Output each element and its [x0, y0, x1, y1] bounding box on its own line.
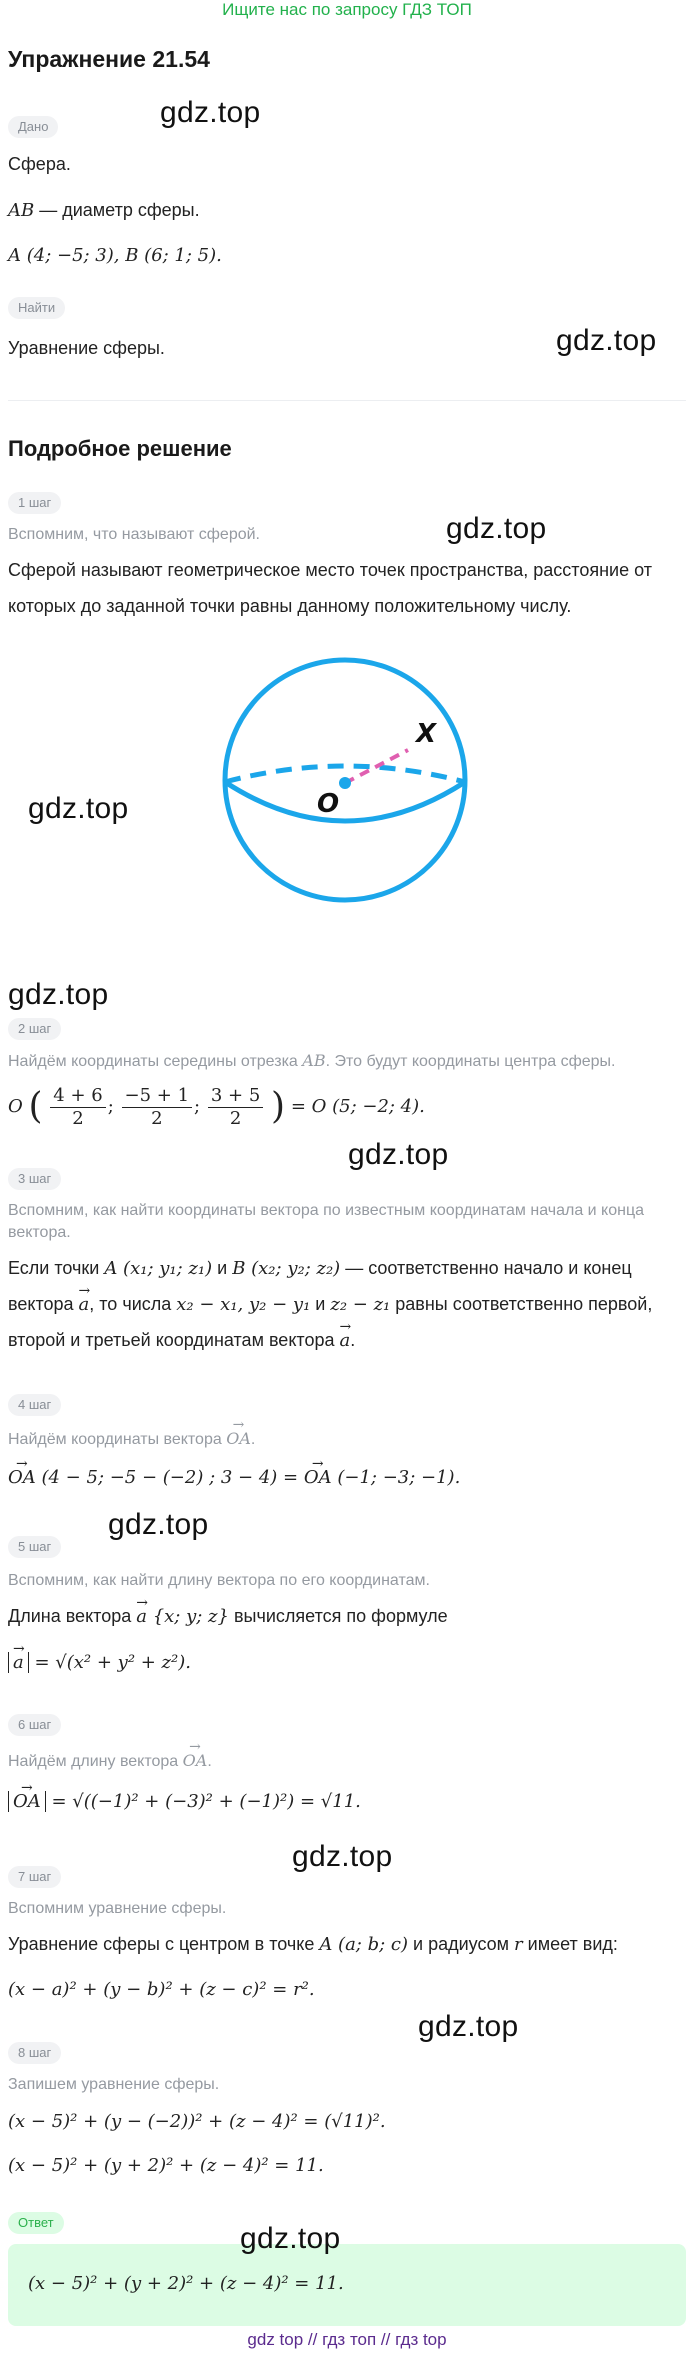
step-2-o: O [8, 1096, 23, 1117]
step-4-chip: 4 шаг [8, 1394, 61, 1416]
step-5-hint: Вспомним, как найти длину вектора по его координатам. [8, 1572, 430, 1589]
step-4-hint: Найдём координаты вектора → OA. [8, 1428, 255, 1451]
footer-links[interactable]: gdz top // гдз топ // гдз top [247, 2330, 447, 2349]
step-3-chip: 3 шаг [8, 1168, 61, 1190]
step-2-result: = O (5; −2; 4). [290, 1096, 425, 1117]
watermark: gdz.top [348, 1138, 449, 1171]
step-2-formula: O ( $\frac{4 + 6}{2}$ ; $\frac{-5 + 1}{2}$ ; $\frac{3 + 5}{2}$ ) = O (5; −2; 4). [8, 1084, 425, 1129]
given-line-1: Сфера. [8, 154, 71, 174]
given-line-2 [8, 192, 200, 229]
step-8-formula-2: (x − 5)² + (y + 2)² + (z − 4)² = 11. [8, 2155, 324, 2176]
page-title: Упражнение 21.54 [8, 46, 210, 72]
step-3-hint-2: вектора. [8, 1224, 71, 1241]
watermark: gdz.top [28, 792, 129, 825]
sphere-figure [220, 650, 470, 910]
step-7-chip: 7 шаг [8, 1866, 61, 1888]
given-chip: Дано [8, 116, 58, 138]
step-6-formula: → OA = √((−1)² + (−3)² + (−1)²) = √11. [8, 1784, 361, 1820]
step-5-line-1: Длина вектора → a {x; y; z} вычисляется по формуле [8, 1598, 448, 1635]
watermark: gdz.top [8, 978, 109, 1011]
label-o: O [317, 789, 340, 819]
step-2-hint-b: . Это будут координаты центра сферы. [325, 1053, 616, 1070]
fraction-3: $\frac{3 + 5}{2}$ [208, 1085, 263, 1130]
watermark: gdz.top [108, 1508, 209, 1541]
step-2-hint [8, 1050, 615, 1073]
step-7-formula: (x − a)² + (y − b)² + (z − c)² = r². [8, 1979, 315, 2000]
step-1-line-1: Сферой называют геометрическое место точек пространства, расстояние от [8, 560, 652, 580]
step-1-chip: 1 шаг [8, 492, 61, 514]
step-3-line-1: Если точки A (x₁; y₁; z₁) и B (x₂; y₂; z₂) — соответственно начало и конец [8, 1258, 632, 1279]
watermark: gdz.top [240, 2222, 341, 2255]
step-1-hint: Вспомним, что называют сферой. [8, 526, 260, 543]
step-2-hint-a: Найдём координаты середины отрезка [8, 1053, 303, 1070]
watermark: gdz.top [292, 1840, 393, 1873]
step-8-hint: Запишем уравнение сферы. [8, 2076, 220, 2093]
section-divider [8, 400, 686, 401]
answer-chip: Ответ [8, 2212, 64, 2234]
watermark: gdz.top [160, 96, 261, 129]
solution-title: Подробное решение [8, 436, 232, 461]
given-line-3: A (4; −5; 3), B (6; 1; 5). [8, 245, 222, 266]
step-7-hint: Вспомним уравнение сферы. [8, 1900, 227, 1917]
find-line-1: Уравнение сферы. [8, 338, 165, 358]
step-7-line-1: Уравнение сферы с центром в точке A (a; b; c) и радиусом r имеет вид: [8, 1934, 618, 1955]
step-2-chip: 2 шаг [8, 1018, 61, 1040]
step-2-hint-math: AB [302, 1051, 326, 1070]
step-8-chip: 8 шаг [8, 2042, 61, 2064]
step-6-hint: Найдём длину вектора → OA. [8, 1750, 212, 1773]
sphere-center-point [339, 777, 351, 789]
step-6-chip: 6 шаг [8, 1714, 61, 1736]
step-3-line-2: вектора → a, то числа x₂ − x₁, y₂ − y₁ и z₂ − z₁ равны соответственно первой, [8, 1286, 652, 1323]
answer-formula: (x − 5)² + (y + 2)² + (z − 4)² = 11. [28, 2273, 344, 2294]
watermark: gdz.top [446, 512, 547, 545]
watermark: gdz.top [556, 324, 657, 357]
label-x: X [416, 719, 437, 749]
top-banner[interactable]: Ищите нас по запросу ГДЗ ТОП [222, 0, 472, 19]
find-chip: Найти [8, 297, 65, 319]
step-5-formula: → a = √(x² + y² + z²). [8, 1645, 191, 1681]
step-3-line-3: второй и третьей координатам вектора → a. [8, 1322, 355, 1359]
step-5-chip: 5 шаг [8, 1536, 61, 1558]
step-1-line-2: которых до заданной точки равны данному положительному числу. [8, 596, 572, 616]
watermark: gdz.top [418, 2010, 519, 2043]
fraction-1: $\frac{4 + 6}{2}$ [50, 1085, 105, 1130]
step-4-formula: → OA (4 − 5; −5 − (−2) ; 3 − 4) = → OA (−1; −3; −1). [8, 1460, 460, 1496]
given-line-2-text: — диаметр сферы. [34, 200, 200, 220]
step-3-hint-1: Вспомним, как найти координаты вектора по известным координатам начала и конца [8, 1202, 645, 1219]
fraction-2: $\frac{-5 + 1}{2}$ [122, 1085, 193, 1130]
given-ab-math: AB [8, 200, 35, 221]
step-8-formula-1: (x − 5)² + (y − (−2))² + (z − 4)² = (√11)². [8, 2111, 386, 2132]
